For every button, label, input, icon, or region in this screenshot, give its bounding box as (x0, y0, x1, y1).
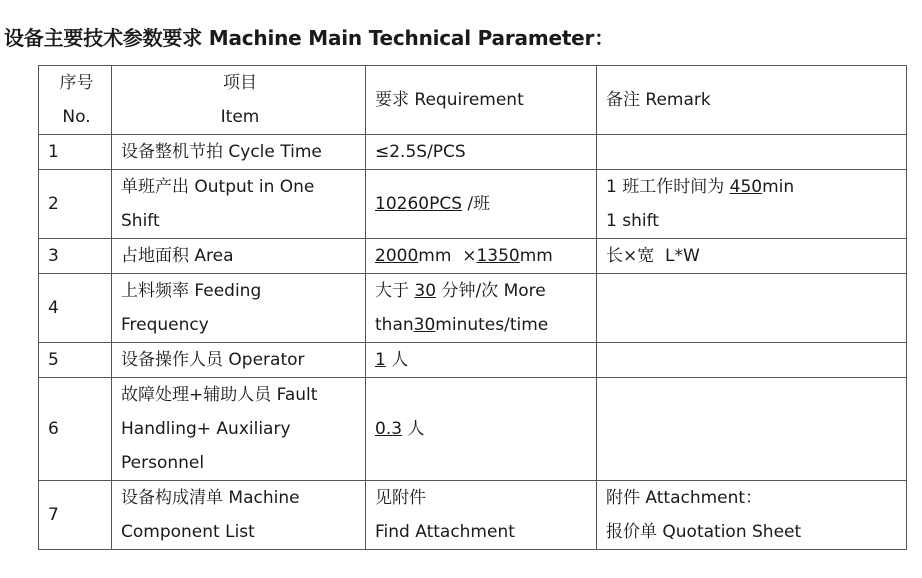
remark-text: 附件 Attachment： (606, 488, 763, 508)
header-no-cn: 序号 (59, 73, 94, 93)
requirement-suffix: 人 (402, 419, 425, 439)
requirement-text (375, 343, 590, 377)
item-cell (112, 239, 366, 274)
output-value: 10260PCS (375, 194, 462, 214)
row-number: 3 (39, 239, 112, 274)
item-cell (112, 135, 366, 170)
remark-text: 1 shift (606, 211, 659, 231)
item-text: 设备整机节拍 Cycle Time (121, 142, 322, 162)
requirement-suffix: 人 (385, 350, 409, 370)
requirement-suffix: minutes/time (435, 315, 549, 335)
remark-cell (597, 274, 907, 343)
page-title: 设备主要技术参数要求 Machine Main Technical Parameter： (4, 26, 615, 50)
row-number: 4 (39, 274, 112, 343)
remark-text (606, 170, 900, 204)
feeding-minutes-value: 30 (414, 281, 437, 301)
row-number: 5 (39, 343, 112, 378)
item-text: 设备构成清单 Machine (121, 488, 300, 508)
requirement-cell (366, 170, 597, 239)
item-text: 单班产出 Output in One (121, 177, 315, 197)
item-cell (112, 378, 366, 481)
item-cell (112, 274, 366, 343)
length-value: 2000 (375, 246, 419, 266)
remark-cell (597, 239, 907, 274)
remark-cell (597, 135, 907, 170)
row-number: 7 (39, 481, 112, 550)
requirement-prefix: than (375, 315, 414, 335)
requirement-text (375, 239, 590, 273)
header-item-en: Item (220, 107, 260, 127)
header-no (39, 66, 112, 135)
requirement-cell (366, 274, 597, 343)
technical-parameter-table (38, 65, 907, 550)
header-requirement: 要求 Requirement (366, 66, 597, 135)
table-row (39, 343, 907, 378)
item-text: 占地面积 Area (121, 246, 234, 266)
requirement-cell (366, 481, 597, 550)
remark-cell (597, 343, 907, 378)
requirement-text: Find Attachment (375, 522, 515, 542)
header-no-en: No. (62, 107, 91, 127)
requirement-cell (366, 135, 597, 170)
table-row (39, 170, 907, 239)
requirement-cell (366, 378, 597, 481)
operator-count: 1 (375, 350, 386, 370)
table-row (39, 135, 907, 170)
item-text: Handling+ Auxiliary (121, 419, 291, 439)
table-row (39, 239, 907, 274)
width-value: 1350 (476, 246, 520, 266)
item-cell (112, 343, 366, 378)
auxiliary-count: 0.3 (375, 419, 403, 439)
feeding-minutes-value: 30 (413, 315, 436, 335)
remark-prefix: 1 班工作时间为 (606, 177, 730, 197)
item-text: Component List (121, 522, 255, 542)
requirement-cell (366, 239, 597, 274)
requirement-text (375, 308, 590, 342)
remark-cell (597, 378, 907, 481)
item-cell (112, 481, 366, 550)
table-row (39, 274, 907, 343)
row-number: 2 (39, 170, 112, 239)
remark-text: 长×宽 L*W (606, 246, 700, 266)
table-row (39, 378, 907, 481)
remark-cell (597, 481, 907, 550)
header-item (112, 66, 366, 135)
item-text: 上料频率 Feeding (121, 281, 262, 301)
output-suffix: /班 (462, 194, 491, 214)
remark-cell (597, 170, 907, 239)
requirement-text: ≤2.5S/PCS (375, 142, 466, 162)
item-text: Frequency (121, 315, 209, 335)
remark-suffix: min (762, 177, 795, 197)
shift-minutes-value: 450 (729, 177, 763, 197)
header-item-cn: 项目 (223, 73, 257, 93)
table-row (39, 481, 907, 550)
item-text: 设备操作人员 Operator (121, 350, 305, 370)
requirement-text (375, 187, 590, 221)
requirement-suffix: 分钟/次 More (436, 281, 546, 301)
requirement-text (375, 412, 590, 446)
item-text: 故障处理+辅助人员 Fault (121, 385, 318, 405)
header-remark: 备注 Remark (597, 66, 907, 135)
row-number: 6 (39, 378, 112, 481)
remark-text: 报价单 Quotation Sheet (606, 522, 802, 542)
item-cell (112, 170, 366, 239)
row-number: 1 (39, 135, 112, 170)
item-text: Personnel (121, 453, 205, 473)
width-unit: mm (519, 246, 553, 266)
requirement-text (375, 274, 590, 308)
item-text: Shift (121, 211, 160, 231)
requirement-cell (366, 343, 597, 378)
length-unit: mm × (418, 246, 477, 266)
table-header-row (39, 66, 907, 135)
requirement-prefix: 大于 (375, 281, 415, 301)
requirement-text: 见附件 (375, 488, 426, 508)
